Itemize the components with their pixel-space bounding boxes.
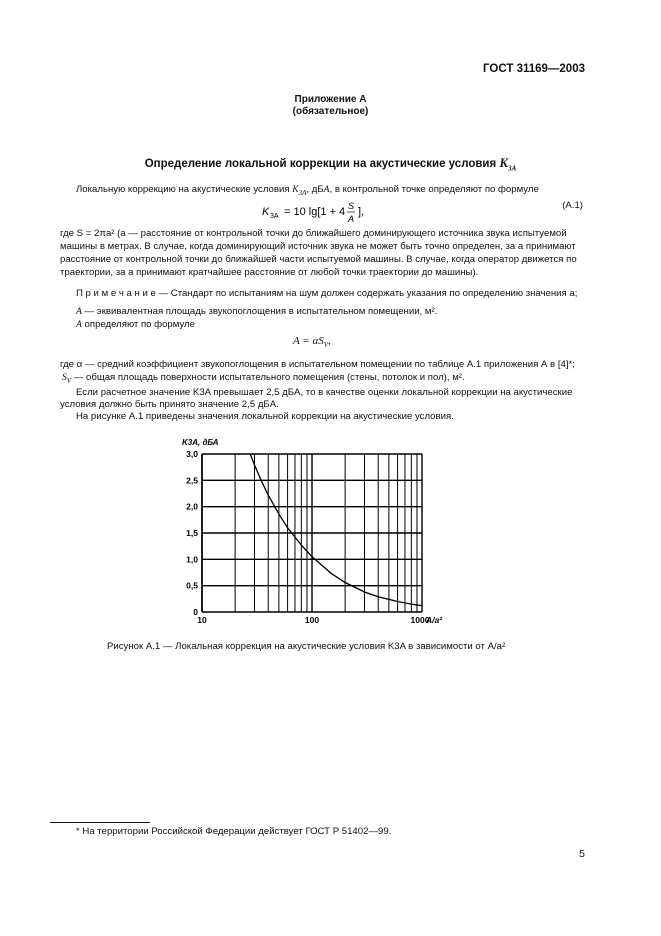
footnote: * На территории Российской Федерации действует ГОСТ Р 51402—99. [76,826,392,837]
y-tick-label: 2,5 [186,475,198,486]
formula-a1-drawing [262,200,382,226]
y-tick-label: 3,0 [186,449,198,459]
svg-text:3A: 3A [270,213,279,220]
y-tick-label: 0 [193,607,198,617]
note: П р и м е ч а н и е — Стандарт по испытаниям на шум должен содержать указания по определению значения a; [76,288,578,299]
standard-number: ГОСТ 31169—2003 [483,63,585,75]
exceed-line-1: Если расчетное значение K3A превышает 2,5 дБA, то в качестве оценки локальной коррекции на акустические [76,387,573,398]
x-axis-label: A/a² [426,615,443,625]
a-formula-intro: A определяют по формуле [76,319,195,330]
footnote-rule [50,822,150,823]
formula-a1-number: (А.1) [562,200,583,211]
y-tick-label: 2,0 [186,501,198,512]
formula-a1 [262,200,382,229]
y-tick-label: 0,5 [186,580,198,591]
y-tick-label: 1,0 [186,554,198,565]
appendix-label: Приложение А [294,94,367,105]
section-title: Определение локальной коррекции на акустические условия $K_{3A}$ [144,155,517,173]
chart-ticks [186,449,430,625]
y-tick-label: 1,5 [186,528,198,538]
appendix-status: (обязательное) [292,106,369,117]
svg-text:A: A [348,214,355,224]
svg-text:S: S [348,201,355,211]
figure-caption: Рисунок А.1 — Локальная коррекция на акустические условия K3A в зависимости от A/a² [107,641,506,652]
section-symbol: $K_{3A}$ [499,155,517,173]
svg-text:K: K [262,206,270,218]
sv-definition: $S_V$ — общая площадь поверхности испытательного помещения (стены, потолок и пол), м². [62,372,465,385]
exceed-line-2: условия должно быть принято значение 2,5 дБA. [60,399,279,410]
correction-curve [250,454,422,606]
figure-reference: На рисунке А.1 приведены значения локальной коррекции на акустические условия. [76,411,454,422]
svg-text:],: ], [358,206,365,218]
correction-chart [170,432,470,630]
intro-paragraph: Локальную коррекцию на акустические условия $K_{3A}$, дБA, в контрольной точке определяют по формуле [76,184,539,197]
a-definition: A — эквивалентная площадь звукопоглощения в испытательном помещении, м². [76,306,438,317]
where-s-paragraph: где S = 2πa² (a — расстояние от контрольной точки до ближайшего доминирующего источника звука испытуемой машины в метрах. В случае, когда доминирующий источник звука не может быть точно определен, за a принимают расстояние от контрольной точки до ближайшей части испытуемой машины. В случае, когда оператор движется по траектории, за a принимают кратчайшее расстояние от любой точки траектории до машины). [60,228,577,278]
page-number: 5 [579,848,585,860]
chart-grid [202,454,422,612]
formula-a2: $A = \alpha S_V$, [293,335,331,350]
where-alpha: где α — средний коэффициент звукопоглощения в испытательном помещении по таблице А.1 приложения А в [4]*; [60,359,575,370]
x-tick-label: 10 [197,615,207,625]
svg-text:= 10 lg[1 + 4: = 10 lg[1 + 4 [284,206,346,218]
y-axis-label: K3A, дБА [182,438,219,447]
x-tick-label: 100 [304,615,320,625]
x-tick-label: 1000 [410,615,430,625]
